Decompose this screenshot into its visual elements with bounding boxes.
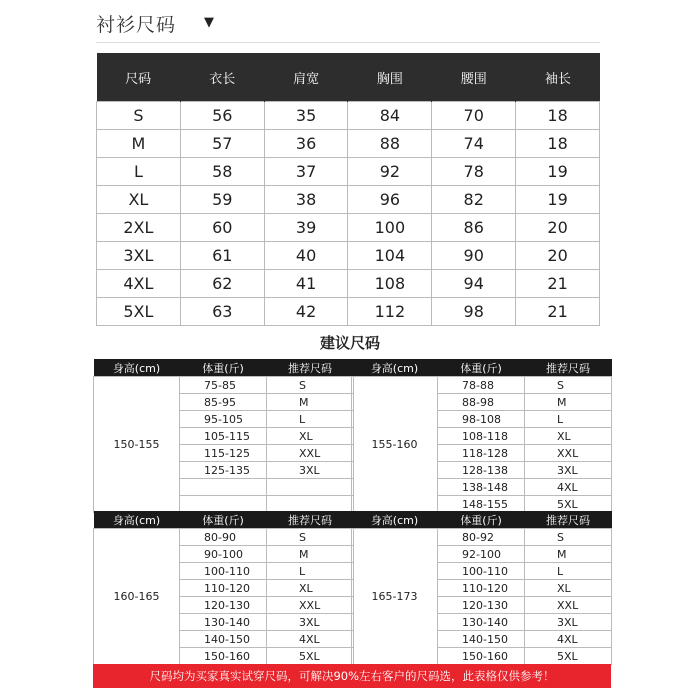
column-header: 推荐尺码 [525,511,612,529]
table-cell: 35 [264,102,348,130]
table-cell: 21 [516,270,600,298]
weight-cell: 75-85 [180,377,267,394]
divider [96,42,600,43]
recommend-block-1 [93,359,353,513]
size-cell [267,496,354,513]
weight-cell: 140-150 [180,631,267,648]
table-cell: 98 [432,298,516,326]
table-cell: 42 [264,298,348,326]
weight-cell: 95-105 [180,411,267,428]
height-range-cell: 150-155 [94,377,180,513]
table-row [352,377,612,394]
table-cell: 58 [180,158,264,186]
weight-cell: 150-160 [180,648,267,665]
size-table-header [97,53,600,102]
size-cell: L [267,563,354,580]
size-cell: XXL [267,445,354,462]
table-cell: 40 [264,242,348,270]
column-header: 体重(斤) [438,359,525,377]
column-header: 身高(cm) [94,511,180,529]
column-header: 体重(斤) [438,511,525,529]
recommend-block-4 [351,511,611,665]
size-cell: XL [267,580,354,597]
table-cell: 19 [516,186,600,214]
size-cell: S [525,377,612,394]
footer-notice: 尺码均为买家真实试穿尺码，可解决90%左右客户的尺码选，此表格仅供参考！ [93,664,611,688]
table-cell: 21 [516,298,600,326]
weight-cell: 78-88 [438,377,525,394]
recommend-header [352,511,612,529]
table-cell: 2XL [97,214,181,242]
recommend-block-2 [351,359,611,513]
table-cell: M [97,130,181,158]
size-cell: S [267,529,354,546]
weight-cell: 148-155 [438,496,525,513]
weight-cell: 105-115 [180,428,267,445]
triangle-down-icon[interactable]: ▼ [204,15,214,30]
weight-cell: 92-100 [438,546,525,563]
size-cell: XL [267,428,354,445]
table-cell: 19 [516,158,600,186]
table-cell: 82 [432,186,516,214]
table-row [97,270,600,298]
table-cell: 92 [348,158,432,186]
weight-cell [180,496,267,513]
table-cell: 88 [348,130,432,158]
page-title: 衬衫尺码 [96,13,177,36]
size-cell: 4XL [525,479,612,496]
column-header: 袖长 [516,53,600,102]
table-cell: 60 [180,214,264,242]
size-cell: 5XL [525,648,612,665]
column-header: 衣长 [180,53,264,102]
table-cell: 63 [180,298,264,326]
table-row [97,130,600,158]
size-cell: XXL [525,597,612,614]
weight-cell: 110-120 [180,580,267,597]
table-cell: 90 [432,242,516,270]
recommend-header [352,359,612,377]
table-cell: 74 [432,130,516,158]
table-cell: S [97,102,181,130]
table-cell: 104 [348,242,432,270]
weight-cell: 125-135 [180,462,267,479]
column-header: 推荐尺码 [525,359,612,377]
table-cell: 96 [348,186,432,214]
weight-cell: 90-100 [180,546,267,563]
table-cell: 100 [348,214,432,242]
table-cell: L [97,158,181,186]
weight-cell: 80-90 [180,529,267,546]
size-cell: XXL [267,597,354,614]
table-row [97,242,600,270]
table-row [97,186,600,214]
weight-cell: 85-95 [180,394,267,411]
column-header: 推荐尺码 [267,359,354,377]
table-cell: 94 [432,270,516,298]
table-cell: 56 [180,102,264,130]
size-cell: L [525,411,612,428]
weight-cell: 88-98 [438,394,525,411]
table-cell: 38 [264,186,348,214]
table-cell: XL [97,186,181,214]
column-header: 体重(斤) [180,359,267,377]
table-cell: 70 [432,102,516,130]
recommend-header [94,511,354,529]
size-table [96,53,600,326]
weight-cell: 120-130 [180,597,267,614]
recommend-block-3 [93,511,353,665]
table-row [352,529,612,546]
table-cell: 59 [180,186,264,214]
size-cell: M [267,394,354,411]
table-cell: 84 [348,102,432,130]
table-row [94,529,354,546]
column-header: 身高(cm) [94,359,180,377]
table-cell: 57 [180,130,264,158]
weight-cell: 130-140 [438,614,525,631]
weight-cell: 80-92 [438,529,525,546]
weight-cell: 110-120 [438,580,525,597]
size-cell: 3XL [525,462,612,479]
table-cell: 41 [264,270,348,298]
size-cell: 4XL [267,631,354,648]
table-cell: 86 [432,214,516,242]
weight-cell: 140-150 [438,631,525,648]
weight-cell: 108-118 [438,428,525,445]
table-cell: 39 [264,214,348,242]
size-cell: M [267,546,354,563]
column-header: 推荐尺码 [267,511,354,529]
weight-cell: 115-125 [180,445,267,462]
size-cell: L [267,411,354,428]
column-header: 身高(cm) [352,359,438,377]
table-row [97,158,600,186]
size-cell: M [525,546,612,563]
size-cell: S [525,529,612,546]
size-cell: S [267,377,354,394]
size-cell: M [525,394,612,411]
table-cell: 61 [180,242,264,270]
weight-cell: 130-140 [180,614,267,631]
table-row [97,298,600,326]
recommend-header [94,359,354,377]
weight-cell: 100-110 [438,563,525,580]
column-header: 身高(cm) [352,511,438,529]
table-cell: 3XL [97,242,181,270]
weight-cell: 150-160 [438,648,525,665]
column-header: 尺码 [97,53,181,102]
table-cell: 4XL [97,270,181,298]
weight-cell [180,479,267,496]
section-header [96,8,214,38]
weight-cell: 118-128 [438,445,525,462]
table-cell: 18 [516,102,600,130]
table-cell: 5XL [97,298,181,326]
table-row [97,214,600,242]
size-cell: 5XL [267,648,354,665]
column-header: 胸围 [348,53,432,102]
height-range-cell: 160-165 [94,529,180,665]
size-cell: 3XL [267,462,354,479]
weight-cell: 138-148 [438,479,525,496]
table-cell: 20 [516,242,600,270]
weight-cell: 98-108 [438,411,525,428]
column-header: 肩宽 [264,53,348,102]
table-cell: 36 [264,130,348,158]
table-cell: 62 [180,270,264,298]
size-cell: 5XL [525,496,612,513]
table-row [94,377,354,394]
table-cell: 112 [348,298,432,326]
column-header: 腰围 [432,53,516,102]
size-cell: XL [525,428,612,445]
table-cell: 20 [516,214,600,242]
table-row [97,102,600,130]
suggest-title: 建议尺码 [319,334,380,352]
size-cell: 4XL [525,631,612,648]
table-cell: 78 [432,158,516,186]
weight-cell: 100-110 [180,563,267,580]
size-cell: 3XL [525,614,612,631]
column-header: 体重(斤) [180,511,267,529]
height-range-cell: 155-160 [352,377,438,513]
table-cell: 108 [348,270,432,298]
size-cell: XL [525,580,612,597]
size-cell: L [525,563,612,580]
weight-cell: 120-130 [438,597,525,614]
size-cell [267,479,354,496]
table-cell: 37 [264,158,348,186]
table-cell: 18 [516,130,600,158]
size-cell: 3XL [267,614,354,631]
height-range-cell: 165-173 [352,529,438,665]
weight-cell: 128-138 [438,462,525,479]
size-cell: XXL [525,445,612,462]
